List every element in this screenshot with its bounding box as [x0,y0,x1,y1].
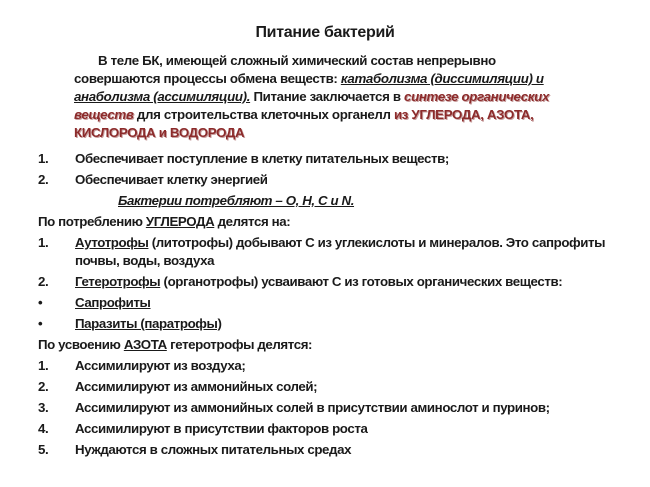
consume-note [38,192,638,210]
item-text: Ассимилируют из аммонийных солей; [75,379,318,394]
list-item [38,420,638,438]
carbon-keyword: УГЛЕРОДА [145,214,215,229]
intro-text: Питание заключается в [250,89,405,104]
item-number: 1. [38,151,49,166]
heading-text: По усвоению [38,337,124,352]
intro-text: В теле БК, имеющей сложный химический состав непрерывно совершаются процессы обмена веществ: [74,53,496,86]
item-number: 4. [38,421,49,436]
heading-text: гетеротрофы делятся: [166,337,313,352]
item-text: (литотрофы) добывают С из углекислоты и минералов. Это сапрофиты почвы, воды, воздуха [75,235,606,268]
item-number: 2. [38,379,49,394]
list-item [38,234,638,270]
carbon-heading [38,213,638,231]
nitrogen-heading [38,336,638,354]
content-list [38,150,638,462]
heading-text: По потреблению [38,214,146,229]
item-number: 5. [38,442,49,457]
metabolism-terms: катаболизма (диссимиляции) и анаболизма (ассимиляции). [74,71,544,104]
item-text: Ассимилируют из воздуха; [75,358,246,373]
list-item [38,273,638,291]
item-text: Ассимилируют в присутствии факторов роста [75,421,368,436]
list-item [38,399,638,417]
item-text: Сапрофиты [75,295,151,310]
bullet-icon: • [38,295,43,310]
term: Гетеротрофы [75,274,161,289]
item-text: Паразиты (паратрофы) [75,316,222,331]
nitrogen-keyword: АЗОТА [123,337,167,352]
list-item [38,378,638,396]
term: Аутотрофы [75,235,149,250]
item-text: Нуждаются в сложных питательных средах [75,442,352,457]
item-number: 1. [38,358,49,373]
item-text: Ассимилируют из аммонийных солей в присутствии аминослот и пуринов; [75,400,550,415]
item-number: 1. [38,235,49,250]
item-number: 2. [38,172,49,187]
list-item [38,150,638,168]
synthesis-term: синтезе органических веществ [74,89,549,122]
item-text: Обеспечивает поступление в клетку питательных веществ; [75,151,449,166]
item-text: Обеспечивает клетку энергией [75,172,268,187]
elements-list: из УГЛЕРОДА, АЗОТА, КИСЛОРОДА и ВОДОРОДА [74,107,534,140]
consume-note-text: Бактерии потребляют – О, Н, С и N. [118,193,355,208]
list-item [38,441,638,459]
bullet-item [38,294,638,312]
item-number: 3. [38,400,49,415]
list-item [38,357,638,375]
bullet-item [38,315,638,333]
item-text: (органотрофы) усваивают С из готовых органических веществ: [160,274,563,289]
intro-paragraph [74,52,574,142]
item-number: 2. [38,274,49,289]
list-item [38,171,638,189]
intro-text: для строительства клеточных органелл [133,107,394,122]
bullet-icon: • [38,316,43,331]
heading-text: делятся на: [214,214,291,229]
slide-title: Питание бактерий [255,24,395,41]
